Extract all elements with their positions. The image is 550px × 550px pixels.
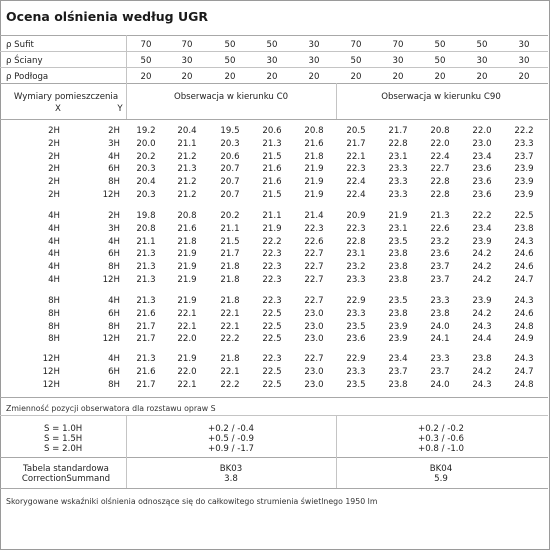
ugr-value: 21.1: [262, 211, 282, 221]
ugr-value: 23.1: [388, 224, 408, 234]
ugr-value: 24.8: [514, 380, 534, 390]
rule: [0, 119, 548, 120]
ugr-value: 22.7: [304, 275, 324, 285]
ugr-value: 21.7: [220, 249, 240, 259]
reflectance-value: 20: [392, 72, 404, 82]
reflectance-value: 50: [434, 56, 446, 66]
ugr-value: 21.9: [262, 224, 282, 234]
ugr-value: 23.9: [472, 296, 492, 306]
ugr-value: 22.5: [262, 380, 282, 390]
ugr-value: 24.1: [430, 334, 450, 344]
reflectance-value: 30: [476, 56, 488, 66]
ugr-value: 22.0: [472, 126, 492, 136]
ugr-value: 22.5: [262, 367, 282, 377]
ugr-value: 24.3: [472, 380, 492, 390]
ugr-value: 21.9: [388, 211, 408, 221]
ugr-value: 22.3: [262, 296, 282, 306]
ugr-value: 22.4: [346, 177, 366, 187]
ugr-value: 21.9: [304, 164, 324, 174]
ugr-value: 22.1: [177, 309, 197, 319]
ugr-value: 22.4: [346, 190, 366, 200]
ugr-value: 23.4: [472, 224, 492, 234]
ugr-value: 23.5: [346, 322, 366, 332]
ugr-value: 21.3: [136, 262, 156, 272]
ugr-value: 21.6: [262, 164, 282, 174]
ugr-value: 22.5: [262, 334, 282, 344]
ugr-value: 22.2: [220, 380, 240, 390]
ugr-value: 20.4: [136, 177, 156, 187]
room-x: 2H: [48, 152, 60, 162]
room-x: 4H: [48, 237, 60, 247]
ugr-value: 23.3: [430, 354, 450, 364]
reflectance-value: 30: [308, 56, 320, 66]
ugr-value: 23.5: [388, 237, 408, 247]
ugr-value: 23.4: [388, 354, 408, 364]
ugr-value: 24.2: [472, 275, 492, 285]
ugr-value: 22.3: [262, 249, 282, 259]
spacing-label: S = 1.0H: [44, 424, 83, 434]
room-x: 2H: [48, 190, 60, 200]
ugr-value: 22.7: [430, 164, 450, 174]
ugr-value: 21.1: [220, 224, 240, 234]
ugr-value: 22.3: [346, 164, 366, 174]
ugr-value: 23.2: [346, 262, 366, 272]
ugr-value: 21.5: [220, 237, 240, 247]
ugr-value: 24.2: [472, 262, 492, 272]
ugr-value: 22.9: [346, 296, 366, 306]
ugr-value: 22.2: [220, 334, 240, 344]
ugr-value: 22.8: [430, 177, 450, 187]
ugr-value: 23.2: [430, 237, 450, 247]
room-y: 8H: [108, 177, 120, 187]
ugr-value: 24.7: [514, 367, 534, 377]
ugr-value: 21.7: [346, 139, 366, 149]
ugr-value: 24.3: [514, 354, 534, 364]
reflectance-label: ρ Podłoga: [6, 72, 49, 82]
ugr-value: 23.8: [388, 309, 408, 319]
variation-c0: +0.9 / -1.7: [208, 444, 254, 454]
ugr-value: 21.6: [136, 367, 156, 377]
reflectance-value: 70: [350, 40, 362, 50]
x-axis-label: X: [55, 104, 61, 114]
room-y: 12H: [102, 334, 120, 344]
standard-table-label: Tabela standardowa: [23, 464, 109, 474]
ugr-value: 23.9: [514, 177, 534, 187]
reflectance-value: 30: [181, 56, 193, 66]
room-x: 8H: [48, 309, 60, 319]
variation-c0: +0.5 / -0.9: [208, 434, 254, 444]
ugr-value: 21.3: [136, 296, 156, 306]
ugr-value: 24.3: [514, 296, 534, 306]
ugr-value: 21.2: [177, 152, 197, 162]
ugr-value: 22.1: [177, 380, 197, 390]
correction-summand-c0: 3.8: [224, 474, 238, 484]
ugr-value: 23.5: [346, 380, 366, 390]
ugr-value: 22.5: [262, 322, 282, 332]
ugr-value: 23.7: [388, 367, 408, 377]
ugr-value: 19.5: [220, 126, 240, 136]
ugr-value: 20.0: [136, 139, 156, 149]
ugr-value: 24.6: [514, 309, 534, 319]
ugr-value: 22.1: [346, 152, 366, 162]
ugr-value: 23.0: [472, 139, 492, 149]
ugr-value: 21.2: [177, 177, 197, 187]
column-divider: [336, 83, 337, 119]
ugr-value: 21.3: [262, 139, 282, 149]
ugr-value: 21.6: [177, 224, 197, 234]
ugr-value: 23.3: [430, 296, 450, 306]
ugr-value: 23.5: [388, 296, 408, 306]
observation-c90-heading: Obserwacja w kierunku C90: [381, 92, 501, 102]
ugr-value: 20.3: [220, 139, 240, 149]
reflectance-value: 50: [224, 56, 236, 66]
room-x: 12H: [42, 380, 60, 390]
ugr-value: 22.3: [262, 275, 282, 285]
reflectance-value: 30: [266, 56, 278, 66]
ugr-value: 23.0: [304, 367, 324, 377]
correction-summand-label: CorrectionSummand: [21, 474, 111, 484]
ugr-value: 21.3: [136, 275, 156, 285]
reflectance-value: 50: [140, 56, 152, 66]
room-y: 8H: [108, 262, 120, 272]
ugr-value: 20.3: [136, 164, 156, 174]
variation-c90: +0.8 / -1.0: [418, 444, 464, 454]
rule: [0, 83, 548, 84]
ugr-value: 20.2: [136, 152, 156, 162]
ugr-value: 23.3: [346, 275, 366, 285]
ugr-value: 21.9: [177, 275, 197, 285]
ugr-value: 23.4: [472, 152, 492, 162]
room-dims-label: Wymiary pomieszczenia: [13, 92, 119, 102]
rule: [0, 488, 548, 489]
ugr-value: 23.3: [514, 139, 534, 149]
ugr-value: 24.0: [430, 380, 450, 390]
room-y: 6H: [108, 367, 120, 377]
ugr-value: 23.9: [388, 322, 408, 332]
ugr-value: 24.9: [514, 334, 534, 344]
ugr-value: 24.3: [514, 237, 534, 247]
reflectance-value: 20: [224, 72, 236, 82]
reflectance-value: 20: [308, 72, 320, 82]
room-y: 3H: [108, 139, 120, 149]
ugr-value: 22.7: [304, 354, 324, 364]
ugr-value: 24.3: [472, 322, 492, 332]
ugr-value: 23.8: [388, 380, 408, 390]
ugr-value: 20.8: [136, 224, 156, 234]
ugr-value: 21.9: [177, 249, 197, 259]
ugr-value: 22.9: [346, 354, 366, 364]
reflectance-value: 20: [518, 72, 530, 82]
ugr-value: 21.1: [177, 139, 197, 149]
reflectance-value: 30: [392, 56, 404, 66]
ugr-value: 21.3: [136, 249, 156, 259]
ugr-value: 22.8: [388, 139, 408, 149]
ugr-value: 22.8: [346, 237, 366, 247]
ugr-value: 23.3: [388, 190, 408, 200]
ugr-value: 21.9: [177, 354, 197, 364]
column-divider: [126, 415, 127, 488]
ugr-value: 22.6: [430, 224, 450, 234]
ugr-value: 20.2: [220, 211, 240, 221]
ugr-value: 20.7: [220, 164, 240, 174]
ugr-value: 21.9: [177, 262, 197, 272]
reflectance-value: 50: [224, 40, 236, 50]
reflectance-label: ρ Ściany: [6, 56, 43, 66]
ugr-value: 21.3: [177, 164, 197, 174]
reflectance-value: 70: [140, 40, 152, 50]
ugr-value: 23.8: [388, 262, 408, 272]
ugr-value: 21.8: [220, 296, 240, 306]
ugr-value: 21.3: [136, 354, 156, 364]
column-divider: [336, 415, 337, 488]
rule: [0, 397, 548, 398]
ugr-value: 22.8: [430, 190, 450, 200]
reflectance-value: 30: [518, 56, 530, 66]
rule: [0, 67, 548, 68]
observation-c0-heading: Obserwacja w kierunku C0: [173, 92, 289, 102]
ugr-value: 24.2: [472, 309, 492, 319]
ugr-value: 23.8: [430, 309, 450, 319]
room-y: 3H: [108, 224, 120, 234]
ugr-value: 20.8: [177, 211, 197, 221]
spacing-label: S = 1.5H: [44, 434, 83, 444]
reflectance-value: 30: [518, 40, 530, 50]
room-y: 4H: [108, 296, 120, 306]
ugr-value: 21.1: [136, 237, 156, 247]
reflectance-value: 20: [476, 72, 488, 82]
room-x: 2H: [48, 164, 60, 174]
room-y: 2H: [108, 126, 120, 136]
ugr-value: 20.4: [177, 126, 197, 136]
ugr-value: 21.8: [220, 354, 240, 364]
ugr-value: 23.6: [472, 164, 492, 174]
ugr-value: 24.7: [514, 275, 534, 285]
ugr-value: 20.8: [430, 126, 450, 136]
ugr-value: 24.2: [472, 249, 492, 259]
reflectance-value: 20: [140, 72, 152, 82]
ugr-value: 22.5: [262, 309, 282, 319]
ugr-value: 23.6: [472, 177, 492, 187]
variation-c90: +0.2 / -0.2: [418, 424, 464, 434]
reflectance-value: 50: [350, 56, 362, 66]
ugr-value: 20.5: [346, 126, 366, 136]
ugr-value: 24.6: [514, 249, 534, 259]
ugr-value: 22.2: [472, 211, 492, 221]
ugr-value: 24.4: [472, 334, 492, 344]
room-x: 8H: [48, 334, 60, 344]
ugr-value: 24.6: [514, 262, 534, 272]
ugr-value: 21.6: [136, 309, 156, 319]
ugr-value: 22.1: [220, 322, 240, 332]
ugr-value: 22.0: [177, 334, 197, 344]
room-y: 4H: [108, 354, 120, 364]
ugr-value: 21.7: [388, 126, 408, 136]
ugr-value: 20.6: [220, 152, 240, 162]
room-x: 4H: [48, 224, 60, 234]
ugr-value: 19.2: [136, 126, 156, 136]
column-divider: [126, 35, 127, 119]
ugr-value: 23.7: [430, 262, 450, 272]
room-y: 4H: [108, 152, 120, 162]
ugr-value: 22.1: [177, 322, 197, 332]
ugr-value: 22.3: [262, 262, 282, 272]
ugr-value: 20.9: [346, 211, 366, 221]
room-y: 8H: [108, 380, 120, 390]
ugr-value: 22.7: [304, 296, 324, 306]
ugr-value: 23.1: [346, 249, 366, 259]
room-y: 12H: [102, 275, 120, 285]
variation-c0: +0.2 / -0.4: [208, 424, 254, 434]
ugr-value: 22.0: [430, 139, 450, 149]
room-y: 2H: [108, 211, 120, 221]
ugr-value: 23.8: [472, 354, 492, 364]
room-y: 6H: [108, 249, 120, 259]
ugr-value: 21.7: [136, 380, 156, 390]
ugr-value: 21.6: [304, 139, 324, 149]
ugr-value: 21.8: [220, 262, 240, 272]
room-x: 2H: [48, 177, 60, 187]
ugr-value: 22.0: [177, 367, 197, 377]
ugr-value: 23.8: [388, 249, 408, 259]
ugr-value: 24.8: [514, 322, 534, 332]
reflectance-value: 20: [181, 72, 193, 82]
variation-label: Zmienność pozycji obserwatora dla rozstawu opraw S: [6, 404, 216, 413]
ugr-value: 21.8: [177, 237, 197, 247]
ugr-value: 23.0: [304, 309, 324, 319]
ugr-value: 22.3: [262, 354, 282, 364]
ugr-value: 23.9: [472, 237, 492, 247]
room-x: 12H: [42, 354, 60, 364]
ugr-value: 23.6: [472, 190, 492, 200]
ugr-value: 21.6: [262, 177, 282, 187]
ugr-value: 21.9: [304, 177, 324, 187]
ugr-value: 23.7: [430, 367, 450, 377]
ugr-value: 22.3: [304, 224, 324, 234]
ugr-value: 21.4: [304, 211, 324, 221]
ugr-value: 23.0: [304, 380, 324, 390]
room-x: 2H: [48, 139, 60, 149]
room-x: 12H: [42, 367, 60, 377]
ugr-value: 21.8: [220, 275, 240, 285]
room-y: 6H: [108, 309, 120, 319]
correction-summand-c90: 5.9: [434, 474, 448, 484]
report-title: Ocena olśnienia według UGR: [6, 9, 208, 24]
room-x: 2H: [48, 126, 60, 136]
room-x: 8H: [48, 322, 60, 332]
rule: [0, 51, 548, 52]
room-y: 12H: [102, 190, 120, 200]
reflectance-label: ρ Sufit: [6, 40, 34, 50]
standard-table-c90: BK04: [429, 464, 453, 474]
ugr-value: 22.3: [346, 224, 366, 234]
ugr-value: 20.3: [136, 190, 156, 200]
ugr-value: 21.7: [136, 322, 156, 332]
reflectance-value: 50: [434, 40, 446, 50]
ugr-value: 21.7: [136, 334, 156, 344]
room-y: 6H: [108, 164, 120, 174]
ugr-value: 21.3: [430, 211, 450, 221]
ugr-value: 23.6: [346, 334, 366, 344]
room-x: 4H: [48, 275, 60, 285]
reflectance-value: 70: [181, 40, 193, 50]
room-x: 4H: [48, 249, 60, 259]
ugr-value: 23.3: [346, 309, 366, 319]
reflectance-value: 50: [476, 40, 488, 50]
ugr-value: 20.7: [220, 190, 240, 200]
ugr-value: 23.1: [388, 152, 408, 162]
reflectance-value: 20: [266, 72, 278, 82]
rule: [0, 457, 548, 458]
room-x: 4H: [48, 211, 60, 221]
ugr-value: 23.7: [514, 152, 534, 162]
ugr-value: 20.7: [220, 177, 240, 187]
rule: [0, 415, 548, 416]
ugr-value: 23.7: [430, 275, 450, 285]
variation-c90: +0.3 / -0.6: [418, 434, 464, 444]
ugr-value: 24.2: [472, 367, 492, 377]
standard-table-c0: BK03: [219, 464, 243, 474]
ugr-value: 21.5: [262, 190, 282, 200]
reflectance-value: 20: [350, 72, 362, 82]
ugr-value: 21.2: [177, 190, 197, 200]
reflectance-value: 20: [434, 72, 446, 82]
ugr-value: 23.9: [388, 334, 408, 344]
ugr-value: 20.6: [262, 126, 282, 136]
ugr-value: 23.3: [388, 177, 408, 187]
ugr-value: 21.5: [262, 152, 282, 162]
footer-note: Skorygowane wskaźniki olśnienia odnoszące się do całkowitego strumienia świetlnego 1950 lm: [6, 497, 378, 506]
ugr-value: 22.7: [304, 262, 324, 272]
ugr-value: 23.0: [304, 322, 324, 332]
ugr-value: 22.4: [430, 152, 450, 162]
ugr-value: 22.7: [304, 249, 324, 259]
room-x: 4H: [48, 262, 60, 272]
y-axis-label: Y: [117, 104, 123, 114]
ugr-value: 23.8: [388, 275, 408, 285]
room-x: 8H: [48, 296, 60, 306]
ugr-value: 21.9: [177, 296, 197, 306]
room-y: 8H: [108, 322, 120, 332]
ugr-value: 24.0: [430, 322, 450, 332]
ugr-value: 23.9: [514, 190, 534, 200]
ugr-value: 23.3: [346, 367, 366, 377]
ugr-value: 19.8: [136, 211, 156, 221]
ugr-value: 21.9: [304, 190, 324, 200]
ugr-value: 22.1: [220, 309, 240, 319]
ugr-value: 22.6: [304, 237, 324, 247]
room-y: 4H: [108, 237, 120, 247]
reflectance-value: 30: [308, 40, 320, 50]
ugr-value: 22.5: [514, 211, 534, 221]
ugr-value: 23.8: [514, 224, 534, 234]
reflectance-value: 50: [266, 40, 278, 50]
reflectance-value: 70: [392, 40, 404, 50]
ugr-value: 22.1: [220, 367, 240, 377]
spacing-label: S = 2.0H: [44, 444, 83, 454]
ugr-value: 23.9: [514, 164, 534, 174]
rule: [0, 35, 548, 36]
ugr-value: 23.6: [430, 249, 450, 259]
ugr-value: 20.8: [304, 126, 324, 136]
ugr-value: 23.3: [388, 164, 408, 174]
ugr-value: 22.2: [262, 237, 282, 247]
ugr-value: 23.0: [304, 334, 324, 344]
ugr-value: 22.2: [514, 126, 534, 136]
ugr-value: 21.8: [304, 152, 324, 162]
